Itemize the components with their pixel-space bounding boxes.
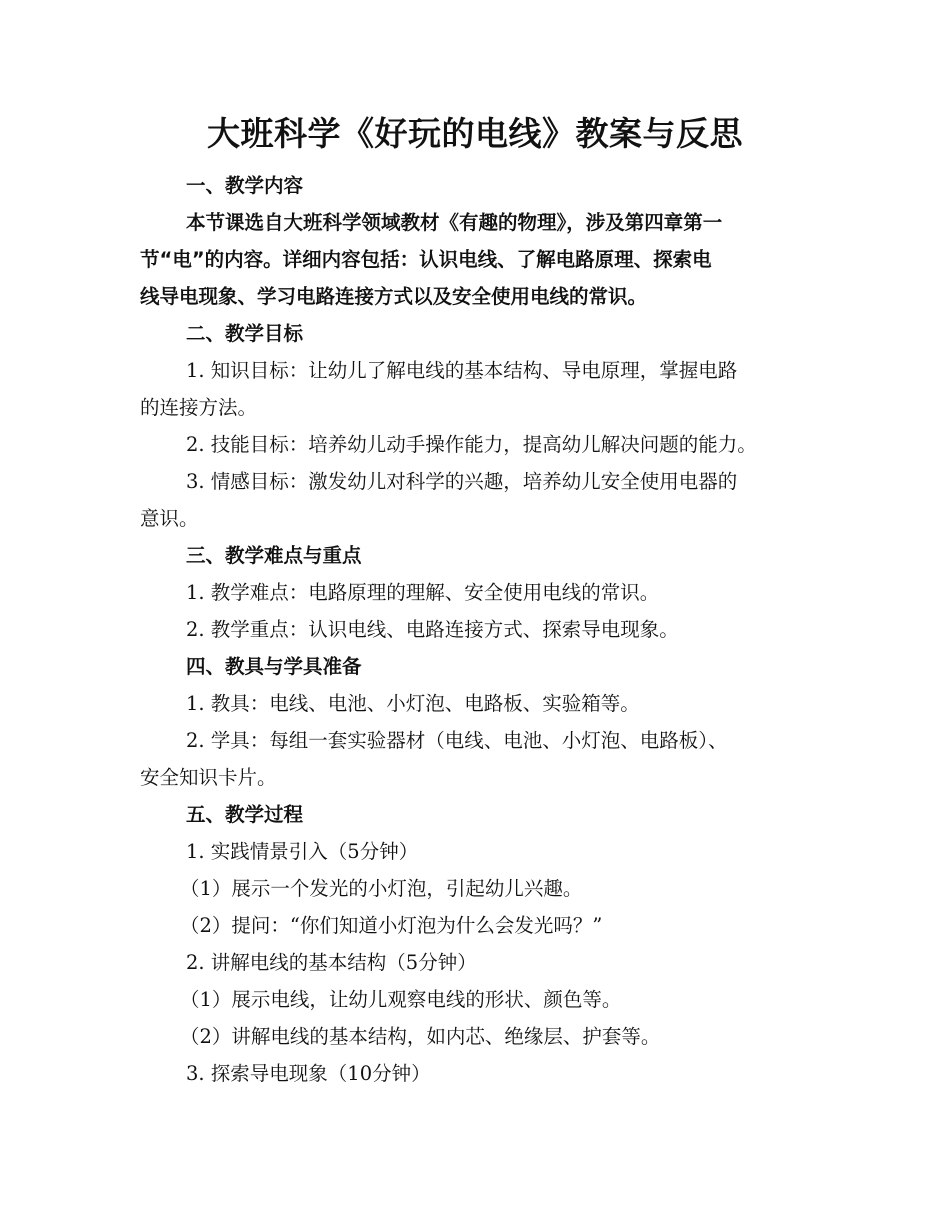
paragraph-line: 3. 情感目标：激发幼儿对科学的兴趣，培养幼儿安全使用电器的	[186, 470, 738, 493]
paragraph-line: （2）讲解电线的基本结构，如内芯、绝缘层、护套等。	[180, 1025, 661, 1048]
paragraph-line: 1. 教具：电线、电池、小灯泡、电路板、实验箱等。	[186, 692, 640, 715]
paragraph-line: （1）展示电线，让幼儿观察电线的形状、颜色等。	[180, 988, 622, 1011]
paragraph-line: 本节课选自大班科学领域教材《有趣的物理》，涉及第四章第一	[186, 211, 723, 234]
section-heading-goals: 二、教学目标	[186, 322, 304, 345]
paragraph-line: 2. 学具：每组一套实验器材（电线、电池、小灯泡、电路板）、	[186, 729, 728, 752]
paragraph-line: （1）展示一个发光的小灯泡，引起幼儿兴趣。	[180, 877, 583, 900]
paragraph-line: 2. 讲解电线的基本结构（5分钟）	[186, 951, 477, 974]
paragraph-line: （2）提问：“你们知道小灯泡为什么会发光吗？”	[180, 914, 603, 937]
document-body	[140, 167, 820, 1092]
section-heading-materials: 四、教具与学具准备	[186, 655, 362, 678]
document-title: 大班科学《好玩的电线》教案与反思	[207, 114, 743, 153]
paragraph-line: 的连接方法。	[140, 396, 258, 419]
paragraph-line: 1. 实践情景引入（5分钟）	[186, 840, 419, 863]
paragraph-line: 1. 知识目标：让幼儿了解电线的基本结构、导电原理，掌握电路	[186, 359, 738, 382]
section-heading-difficulties: 三、教学难点与重点	[186, 544, 362, 567]
paragraph-line: 安全知识卡片。	[140, 766, 277, 789]
paragraph-line: 1. 教学难点：电路原理的理解、安全使用电线的常识。	[186, 581, 660, 604]
section-heading-content: 一、教学内容	[186, 174, 304, 197]
paragraph-line: 节“电”的内容。详细内容包括：认识电线、了解电路原理、探索电	[140, 248, 712, 271]
paragraph-line: 线导电现象、学习电路连接方式以及安全使用电线的常识。	[140, 285, 648, 308]
section-heading-process: 五、教学过程	[186, 803, 304, 826]
paragraph-line: 2. 教学重点：认识电线、电路连接方式、探索导电现象。	[186, 618, 679, 641]
paragraph-line: 3. 探索导电现象（10分钟）	[186, 1062, 431, 1085]
paragraph-line: 意识。	[140, 507, 199, 530]
paragraph-line: 2. 技能目标：培养幼儿动手操作能力，提高幼儿解决问题的能力。	[186, 433, 757, 456]
